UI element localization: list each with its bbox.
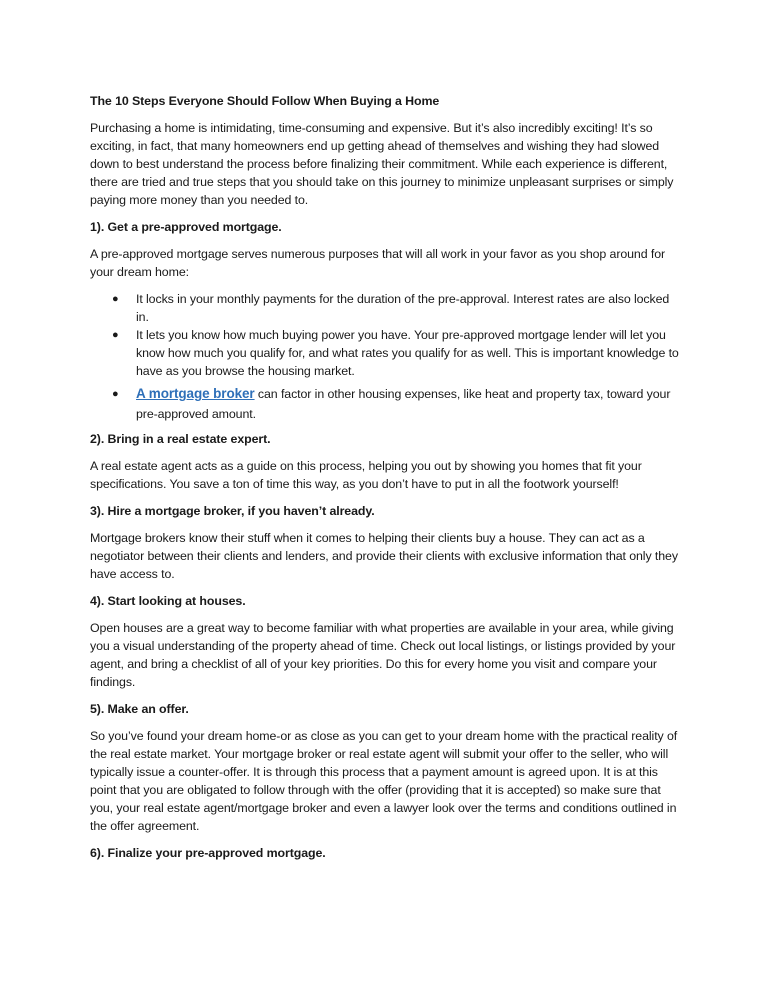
list-item <box>90 290 680 326</box>
document-title: The 10 Steps Everyone Should Follow When Buying a Home <box>90 94 440 108</box>
bullet-text: can factor in other housing expenses, like heat and property tax, toward your pre-approved amount. <box>136 387 671 421</box>
step-1-bullet-list <box>90 290 680 424</box>
step-2-heading: 2). Bring in a real estate expert. <box>90 432 271 446</box>
list-item <box>90 384 680 424</box>
step-1-heading: 1). Get a pre-approved mortgage. <box>90 220 282 234</box>
mortgage-broker-link[interactable]: A mortgage broker <box>136 386 255 401</box>
bullet-icon: ● <box>112 329 119 341</box>
step-5-body: So you’ve found your dream home-or as close as you can get to your dream home with the practical reality of the real estate market. Your mortgage broker or real estate agent will submit your offer to the seller, who will typically issue a counter-offer. It is through this process that a payment amount is agreed upon. It is at this point that you are obligated to follow through with the offer (providing that it is accepted) so make sure that you, your real estate agent/mortgage broker and even a lawyer look over the terms and conditions outlined in the offer agreement. <box>90 729 678 833</box>
bullet-text: It lets you know how much buying power you have. Your pre-approved mortgage lender will let you know how much you qualify for, and what rates you qualify for as well. This is important knowledge to have as you browse the housing market. <box>136 328 679 378</box>
step-4-body: Open houses are a great way to become familiar with what properties are available in your area, while giving you a visual understanding of the property ahead of time. Check out local listings, or listings provided by your agent, and bring a checklist of all of your key priorities. Do this for every home you visit and compare your findings. <box>90 621 676 689</box>
bullet-text: It locks in your monthly payments for the duration of the pre-approval. Interest rates are also locked in. <box>136 292 670 324</box>
step-3-body: Mortgage brokers know their stuff when it comes to helping their clients buy a house. They can act as a negotiator between their clients and lenders, and provide their clients with exclusive information that only they have access to. <box>90 531 678 581</box>
bullet-icon: ● <box>112 388 119 400</box>
step-1-body: A pre-approved mortgage serves numerous purposes that will all work in your favor as you shop around for your dream home: <box>90 247 666 279</box>
intro-paragraph: Purchasing a home is intimidating, time-consuming and expensive. But it’s also incredibly exciting! It’s so exciting, in fact, that many homeowners end up getting ahead of themselves and wishing they had slowed down to best understand the process before finalizing their commitment. While each experience is different, there are tried and true steps that you should take on this journey to minimize unpleasant surprises or simply paying more money than you needed to. <box>90 121 674 207</box>
step-3-heading: 3). Hire a mortgage broker, if you haven’t already. <box>90 504 375 518</box>
document-page <box>90 92 680 871</box>
step-6-heading: 6). Finalize your pre-approved mortgage. <box>90 846 326 860</box>
step-4-heading: 4). Start looking at houses. <box>90 594 246 608</box>
step-2-body: A real estate agent acts as a guide on this process, helping you out by showing you homes that fit your specifications. You save a ton of time this way, as you don’t have to put in all the footwork yourself! <box>90 459 642 491</box>
list-item <box>90 326 680 380</box>
step-5-heading: 5). Make an offer. <box>90 702 189 716</box>
bullet-icon: ● <box>112 293 119 305</box>
